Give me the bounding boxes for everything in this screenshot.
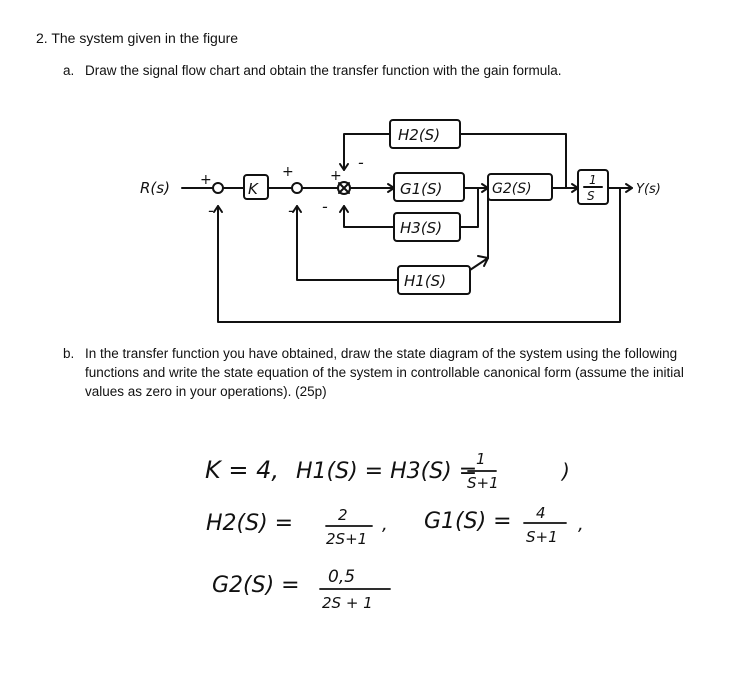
integrator-num: 1 — [589, 173, 597, 187]
sign-plus-2: + — [282, 164, 294, 180]
sign-minus-4: - — [322, 197, 328, 216]
integrator-den: S — [587, 189, 595, 203]
h1-h3-denominator: S+1 — [467, 474, 499, 492]
g2-definition: G2(S) = — [212, 573, 300, 598]
h1-h3-definition: H1(S) = H3(S) = — [296, 459, 478, 484]
h2-label: H2(S) — [398, 126, 441, 144]
g1-definition: G1(S) = — [424, 509, 512, 534]
h2-tail: , — [382, 514, 388, 535]
g1-tail: , — [578, 514, 584, 535]
question-title: 2. The system given in the figure — [36, 30, 239, 46]
gain-k-label: K — [248, 180, 258, 198]
h3-label: H3(S) — [400, 219, 443, 237]
sign-plus-1: + — [200, 172, 212, 188]
sign-minus-3: - — [358, 153, 364, 172]
h1-label: H1(S) — [404, 272, 447, 290]
h1-h3-numerator: 1 — [476, 450, 486, 468]
h2-definition: H2(S) = — [206, 511, 294, 536]
part-a-text: Draw the signal flow chart and obtain the transfer function with the gain formula. — [85, 63, 562, 78]
part-b-text: In the transfer function you have obtained, draw the state diagram of the system using the following functions and write the state equation of the system in controllable canonical form (assume the initial values as zero in your operations). (25p) — [85, 346, 684, 399]
h2-numerator: 2 — [338, 506, 348, 524]
sign-plus-3: + — [330, 168, 342, 184]
output-label: Y(s) — [636, 182, 661, 197]
part-a-label: a. — [63, 63, 75, 78]
sign-minus-2: - — [288, 201, 294, 220]
g1-label: G1(S) — [400, 180, 443, 198]
g2-numerator: 0,5 — [328, 567, 356, 587]
sign-minus-1: - — [208, 201, 214, 220]
k-definition: K = 4, — [205, 456, 280, 484]
part-b-label: b. — [63, 346, 75, 361]
g1-denominator: S+1 — [526, 528, 558, 546]
h2-denominator: 2S+1 — [326, 530, 368, 548]
h1-h3-tail: ) — [562, 459, 570, 483]
g2-label: G2(S) — [492, 181, 532, 197]
g1-numerator: 4 — [536, 504, 546, 522]
g2-denominator: 2S + 1 — [322, 594, 373, 612]
input-label: R(s) — [140, 179, 170, 197]
